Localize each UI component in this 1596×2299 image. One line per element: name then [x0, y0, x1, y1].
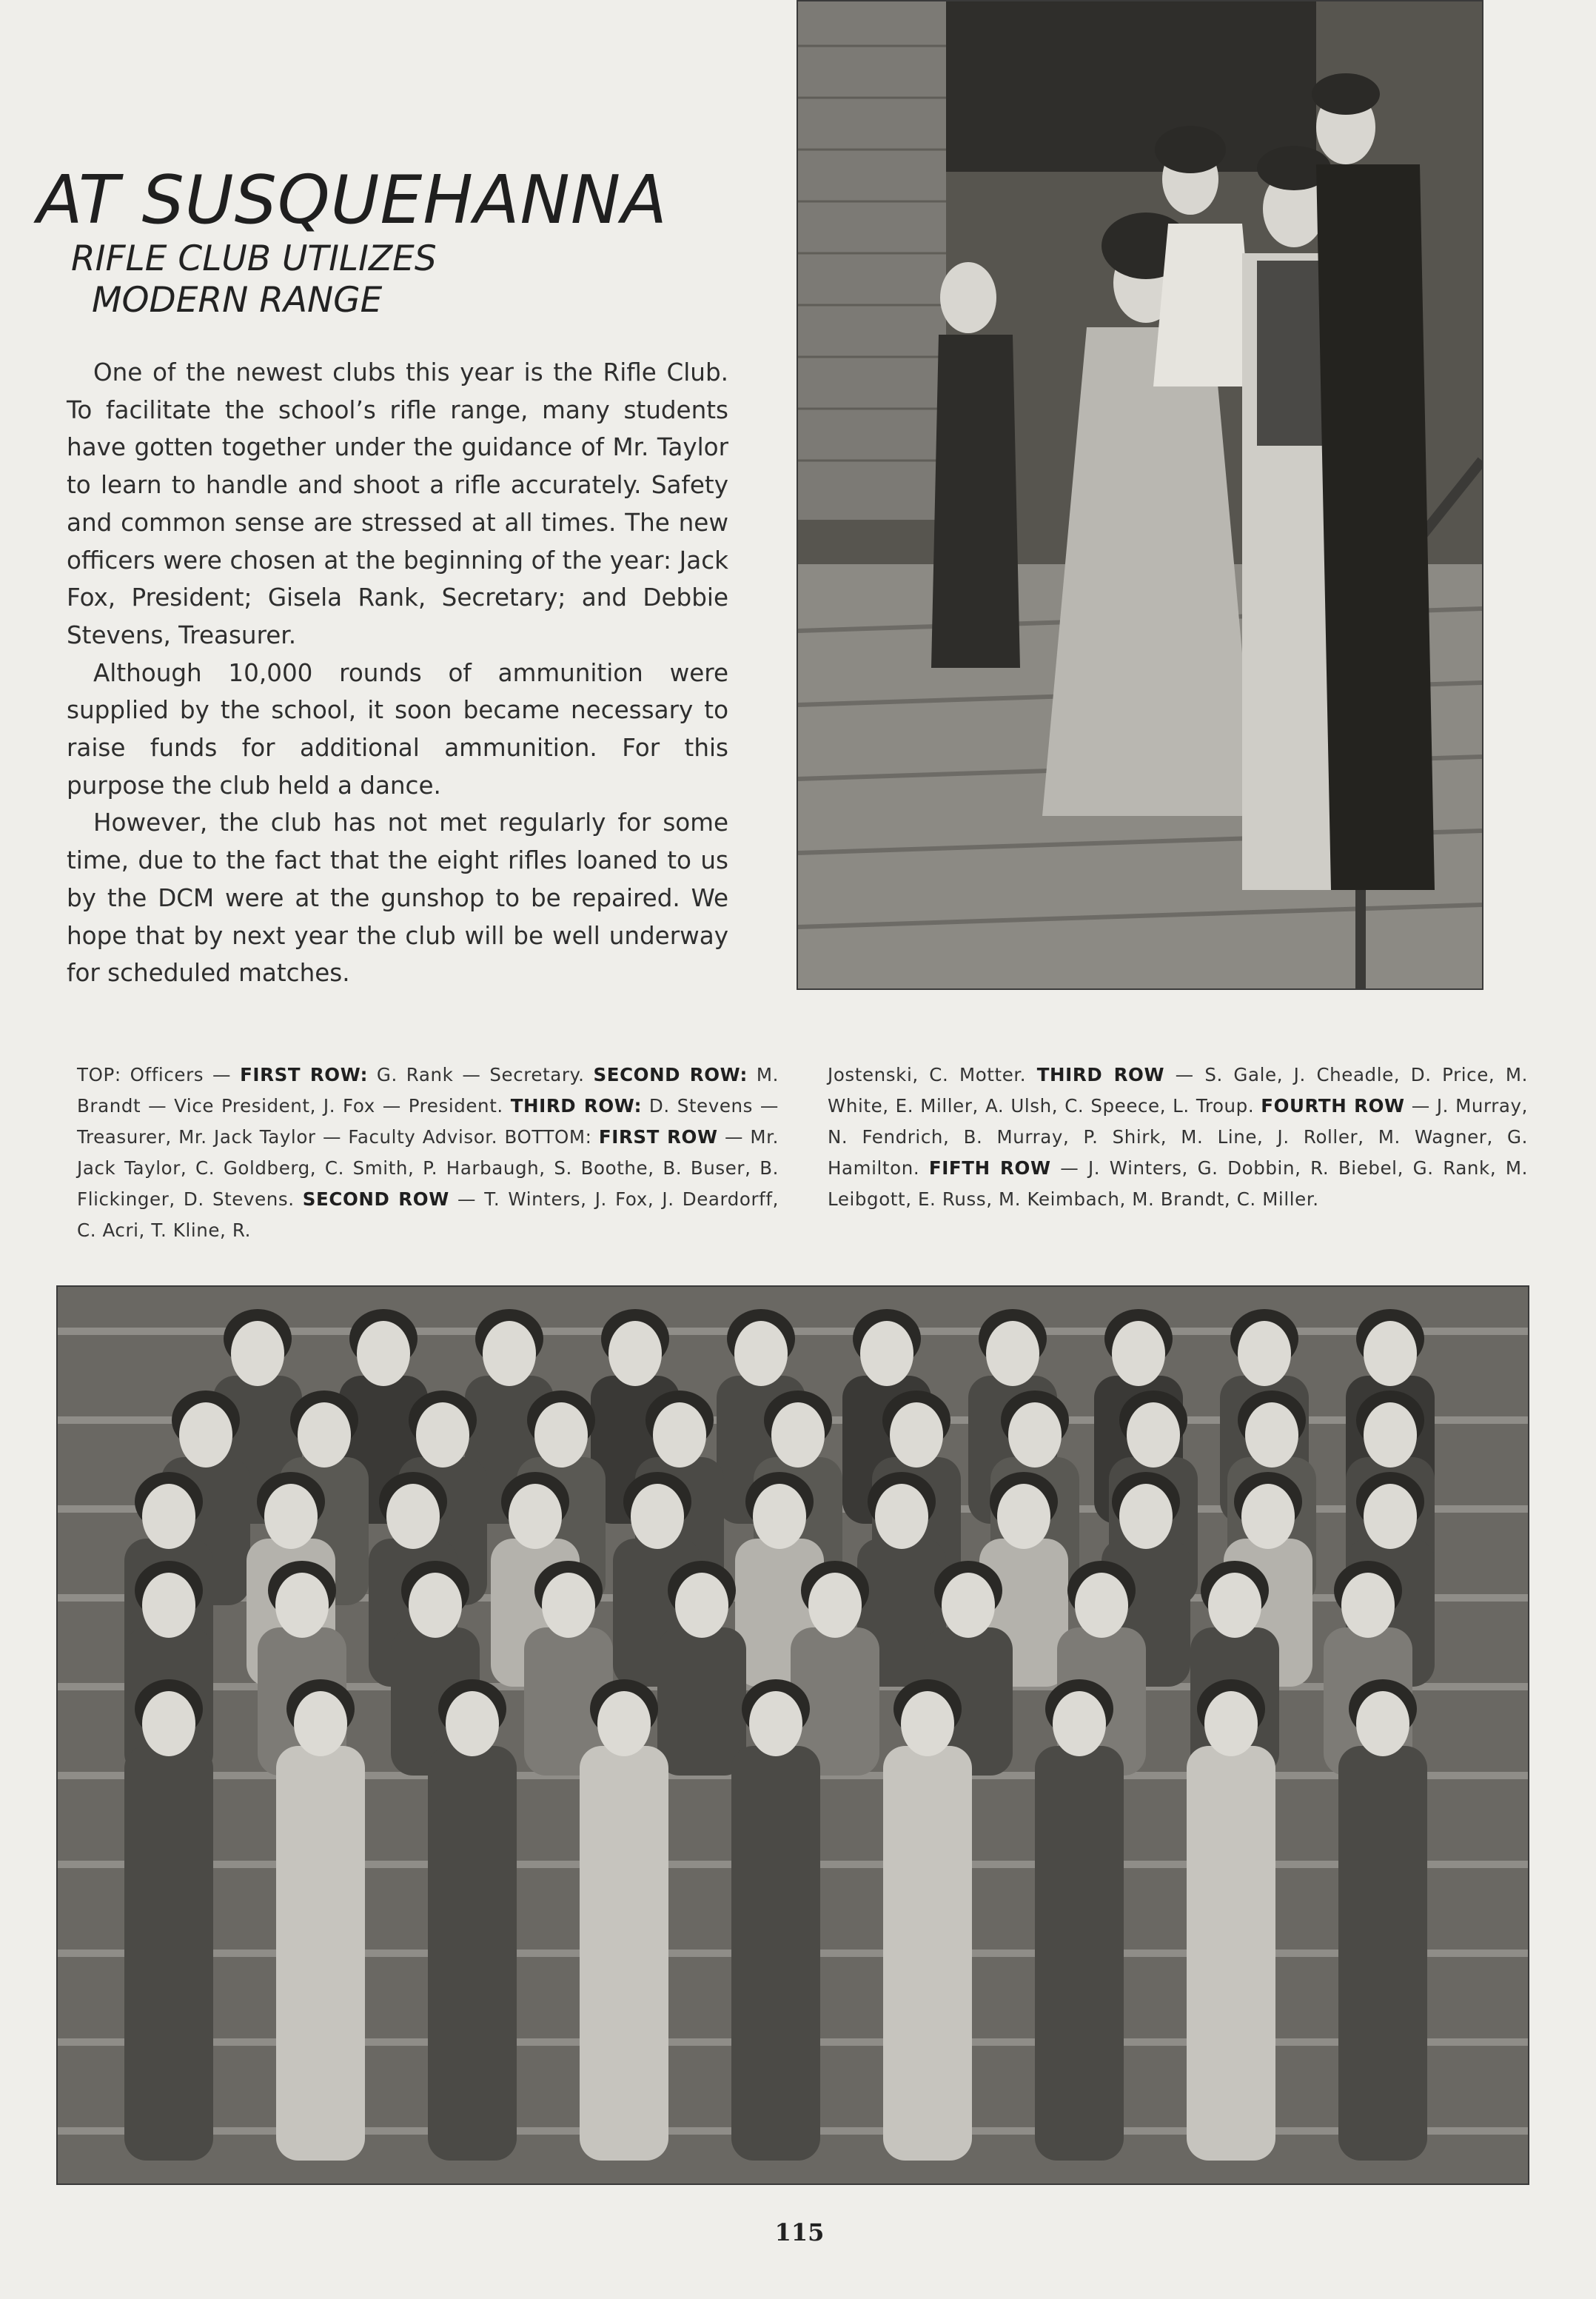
person-face: [231, 1321, 284, 1386]
person-face: [1238, 1321, 1291, 1386]
caption-segment: FOURTH ROW: [1261, 1095, 1405, 1117]
section-heading-line2: MODERN RANGE: [92, 280, 383, 321]
caption-segment: — J. Murray, N. Fendrich, B. Murray, P. Shirk, M. Line, J. Roller, M. Wagner, G. Hamilton.: [828, 1095, 1528, 1179]
caption-segment: SECOND ROW: [302, 1188, 449, 1210]
person-figure: [124, 1746, 213, 2161]
person-face: [1364, 1402, 1417, 1468]
person-face: [753, 1484, 806, 1549]
person-face: [1364, 1484, 1417, 1549]
article-body: [67, 354, 728, 992]
person-face: [386, 1484, 440, 1549]
caption-segment: THIRD ROW: [1036, 1064, 1165, 1085]
person-face: [749, 1691, 802, 1756]
person-face: [142, 1484, 195, 1549]
person-face: [1204, 1691, 1258, 1756]
person-face: [997, 1484, 1050, 1549]
person-face: [653, 1402, 706, 1468]
person-face: [1075, 1573, 1128, 1638]
caption-segment: M. Brandt — Vice President, J. Fox — President.: [77, 1064, 779, 1117]
person-face: [631, 1484, 684, 1549]
section-heading-line1: RIFLE CLUB UTILIZES: [71, 238, 437, 279]
section-heading: [71, 238, 737, 321]
person-face: [808, 1573, 862, 1638]
person-figure: [580, 1746, 668, 2161]
article-paragraph-3: However, the club has not met regularly for some time, due to the fact that the eight rifles loaned to us by the DCM were at the gunshop to be repaired. We hope that by next year the club will be well underway for scheduled matches.: [67, 809, 728, 988]
person-face: [416, 1402, 469, 1468]
page-title: AT SUSQUEHANNA: [37, 161, 668, 240]
caption-segment: G. Rank — Secretary.: [367, 1064, 594, 1085]
person-face: [986, 1321, 1039, 1386]
page-number: 115: [774, 2218, 825, 2246]
person-face: [890, 1402, 943, 1468]
caption-segment: FIFTH ROW: [928, 1157, 1051, 1179]
person-face: [483, 1321, 536, 1386]
officers-photo: [797, 0, 1483, 990]
person-figure: [731, 1746, 820, 2161]
person-face: [1364, 1321, 1417, 1386]
person-figure: [1338, 1746, 1427, 2161]
caption-segment: — J. Winters, G. Dobbin, R. Biebel, G. Rank, M. Leibgott, E. Russ, M. Keimbach, M. Brandt, C. Miller.: [828, 1157, 1528, 1210]
person-face: [142, 1573, 195, 1638]
person-figure: [1187, 1746, 1275, 2161]
photo-caption-right: [828, 1060, 1528, 1215]
person-face: [264, 1484, 318, 1549]
person-face: [1119, 1484, 1173, 1549]
person-face: [1341, 1573, 1395, 1638]
photo-caption-left: [77, 1060, 779, 1246]
person-figure: [657, 1627, 746, 1776]
person-face: [597, 1691, 651, 1756]
caption-segment: FIRST ROW:: [240, 1064, 368, 1085]
person-figure: [1035, 1746, 1124, 2161]
person-face: [409, 1573, 462, 1638]
person-face: [1112, 1321, 1165, 1386]
person-face: [901, 1691, 954, 1756]
club-group-photo-illustration: [58, 1287, 1528, 2183]
person-face: [1053, 1691, 1106, 1756]
club-group-photo: [56, 1285, 1529, 2185]
person-face: [275, 1573, 329, 1638]
person-face: [860, 1321, 913, 1386]
person-face: [357, 1321, 410, 1386]
caption-segment: TOP: Officers —: [77, 1064, 241, 1085]
article-paragraph-1: One of the newest clubs this year is the Rifle Club. To facilitate the school’s rifle range, many students have gotten together under the guidance of Mr. Taylor to learn to handle and shoot a rifle accurately. Safety and common sense are stressed at all times. The new officers were chosen at the beginning of the year: Jack Fox, President; Gisela Rank, Secretary; and Debbie Stevens, Treasurer.: [67, 358, 728, 649]
person-figure: [428, 1746, 517, 2161]
person-face: [608, 1321, 662, 1386]
person-face: [534, 1402, 588, 1468]
caption-segment: Jostenski, C. Motter.: [828, 1064, 1037, 1085]
caption-segment: SECOND ROW:: [593, 1064, 748, 1085]
person-face: [1208, 1573, 1261, 1638]
person-figure: [883, 1746, 972, 2161]
person-face: [771, 1402, 825, 1468]
caption-segment: — Mr. Jack Taylor, C. Goldberg, C. Smith, P. Harbaugh, S. Boothe, B. Buser, B. Flickinger, D. Stevens.: [77, 1126, 779, 1210]
officers-photo-illustration: [798, 1, 1482, 988]
person-face: [1127, 1402, 1180, 1468]
caption-segment: THIRD ROW:: [510, 1095, 643, 1117]
person-face: [509, 1484, 562, 1549]
article-paragraph-2: Although 10,000 rounds of ammunition were supplied by the school, it soon became necessary to raise funds for additional ammunition. For this purpose the club held a dance.: [67, 658, 728, 800]
person-face: [1245, 1402, 1298, 1468]
person-face: [1241, 1484, 1295, 1549]
person-face: [542, 1573, 595, 1638]
person-face: [142, 1691, 195, 1756]
person-face: [294, 1691, 347, 1756]
person-figure: [276, 1746, 365, 2161]
caption-segment: — S. Gale, J. Cheadle, D. Price, M. White, E. Miller, A. Ulsh, C. Speece, L. Troup.: [828, 1064, 1529, 1117]
person-face: [942, 1573, 995, 1638]
person-face: [446, 1691, 499, 1756]
caption-segment: FIRST ROW: [598, 1126, 718, 1148]
person-face: [734, 1321, 788, 1386]
person-face: [179, 1402, 232, 1468]
person-face: [298, 1402, 351, 1468]
caption-segment: D. Stevens — Treasurer, Mr. Jack Taylor — Faculty Advisor. BOTTOM:: [77, 1095, 779, 1148]
person-face: [875, 1484, 928, 1549]
crowd-figures: [124, 1309, 1435, 2161]
caption-segment: — T. Winters, J. Fox, J. Deardorff, C. Acri, T. Kline, R.: [77, 1188, 779, 1241]
person-face: [675, 1573, 728, 1638]
person-face: [1356, 1691, 1409, 1756]
person-face: [1008, 1402, 1062, 1468]
